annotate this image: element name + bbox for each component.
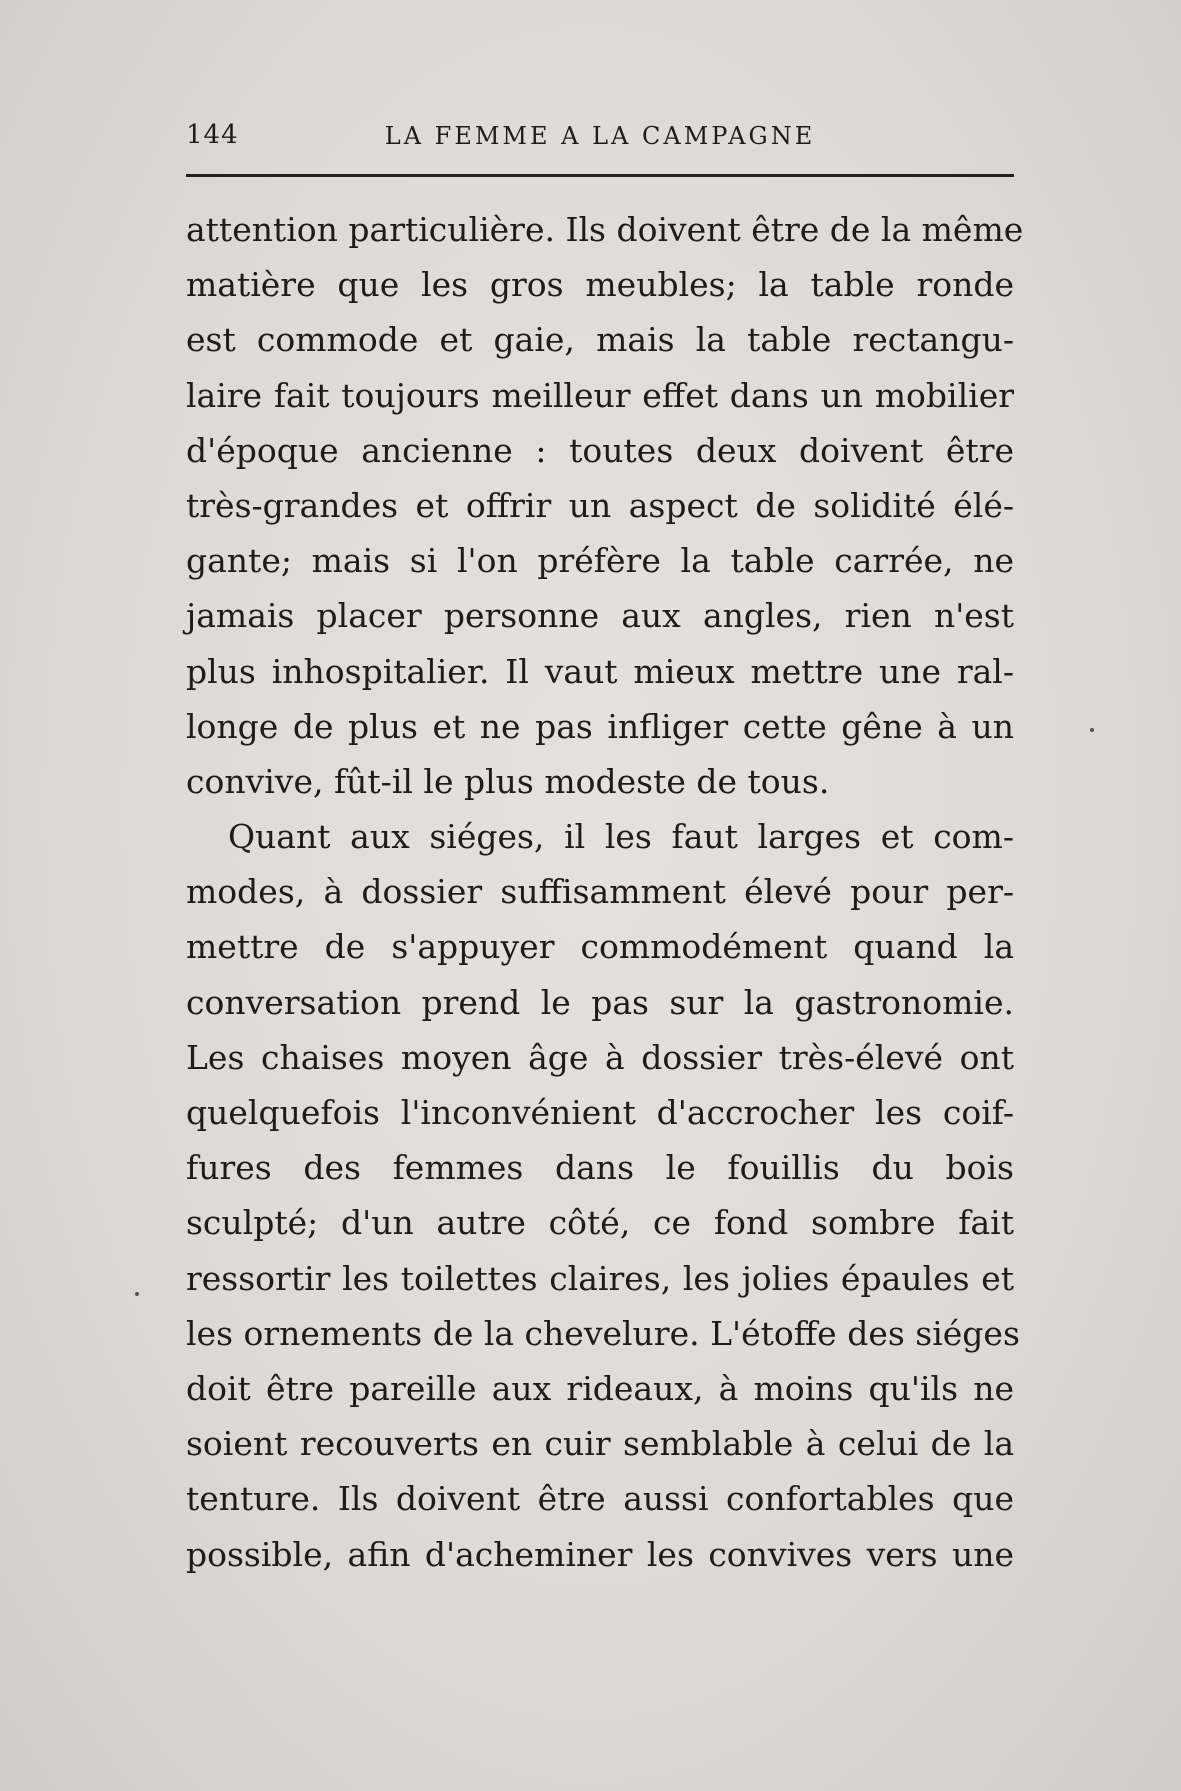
- text-line: est commode et gaie, mais la table rectangu-: [186, 320, 1014, 360]
- text-line: sculpté; d'un autre côté, ce fond sombre fait: [186, 1203, 1014, 1243]
- text-line: tenture. Ils doivent être aussi confortables que: [186, 1479, 1014, 1519]
- body-text: [186, 202, 1024, 1582]
- text-line: très-grandes et offrir un aspect de solidité élé-: [186, 485, 1014, 525]
- text-line: gante; mais si l'on préfère la table carrée, ne: [186, 541, 1014, 581]
- text-line: plus inhospitalier. Il vaut mieux mettre une ral-: [186, 651, 1014, 691]
- page-number: 144: [186, 120, 239, 150]
- text-line: conversation prend le pas sur la gastronomie.: [186, 982, 1014, 1022]
- text-line: convive, fût-il le plus modeste de tous.: [186, 761, 830, 801]
- text-line: d'époque ancienne : toutes deux doivent être: [186, 430, 1014, 470]
- header-rule: [186, 174, 1014, 177]
- text-line: ressortir les toilettes claires, les jolies épaules et: [186, 1258, 1014, 1298]
- text-line: soient recouverts en cuir semblable à celui de la: [186, 1424, 1014, 1464]
- text-line: Quant aux siéges, il les faut larges et com-: [228, 817, 1014, 857]
- text-line: les ornements de la chevelure. L'étoffe des siéges: [186, 1313, 1020, 1353]
- text-line: laire fait toujours meilleur effet dans un mobilier: [186, 375, 1014, 415]
- text-line: modes, à dossier suffisamment élevé pour per-: [186, 872, 1014, 912]
- text-line: matière que les gros meubles; la table ronde: [186, 265, 1014, 305]
- text-line: quelquefois l'inconvénient d'accrocher les coif-: [186, 1093, 1014, 1132]
- text-line: possible, afin d'acheminer les convives vers une: [186, 1534, 1014, 1574]
- page-header: [186, 120, 1014, 156]
- paper-speck: [1090, 728, 1094, 732]
- text-line: attention particulière. Ils doivent être de la même: [186, 210, 1024, 249]
- text-line: fures des femmes dans le fouillis du bois: [186, 1148, 1014, 1188]
- text-line: doit être pareille aux rideaux, à moins qu'ils ne: [186, 1368, 1014, 1408]
- paper-speck: [135, 1292, 139, 1296]
- text-line: jamais placer personne aux angles, rien n'est: [186, 596, 1014, 636]
- text-line: longe de plus et ne pas infliger cette gêne à un: [186, 706, 1014, 746]
- running-title: LA FEMME A LA CAMPAGNE: [384, 122, 816, 150]
- text-line: mettre de s'appuyer commodément quand la: [186, 927, 1014, 967]
- text-line: Les chaises moyen âge à dossier très-élevé ont: [186, 1037, 1014, 1077]
